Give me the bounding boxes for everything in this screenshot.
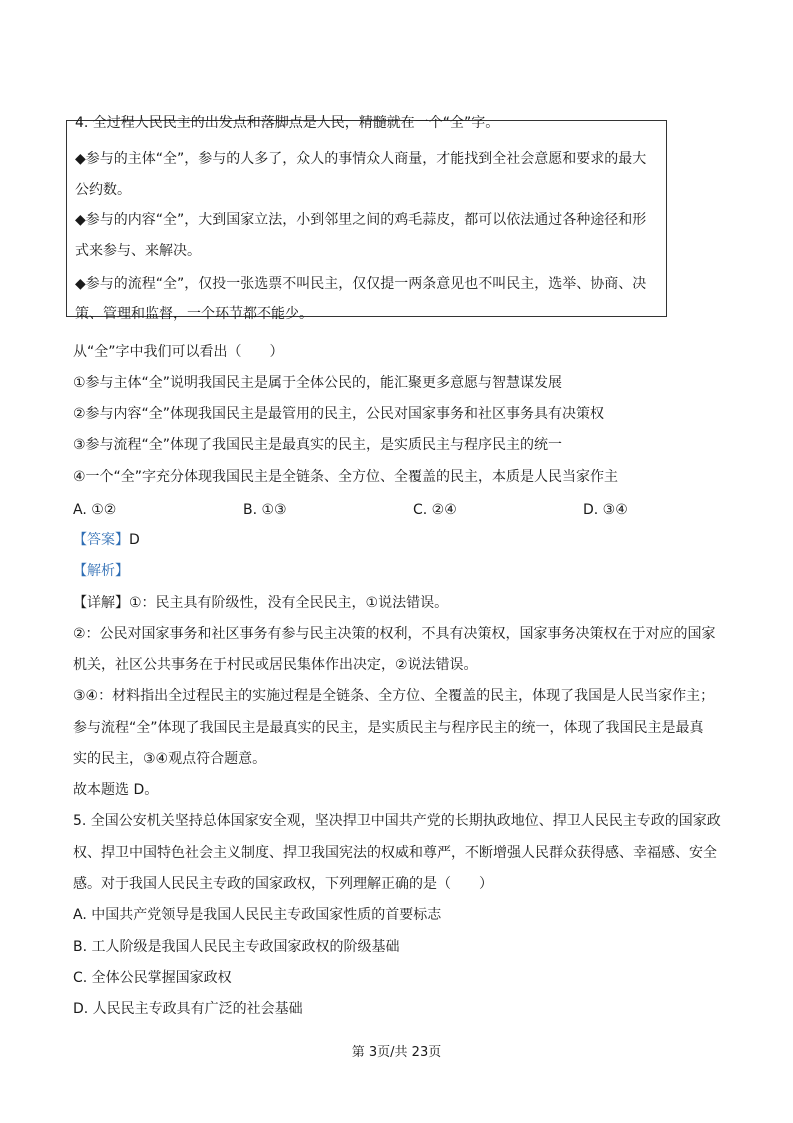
answer-line xyxy=(73,530,140,550)
detail-text: ①：民主具有阶级性，没有全民民主，①说法错误。 xyxy=(129,595,449,611)
analysis-tag: 【解析】 xyxy=(73,563,129,579)
material-line: 式来参与、来解决。 xyxy=(75,243,201,259)
option-d: D. 人民民主专政具有广泛的社会基础 xyxy=(73,1001,303,1017)
material-line: ◆参与的内容“全”，大到国家立法，小到邻里之间的鸡毛蒜皮，都可以依法通过各种途径和形 xyxy=(75,212,647,228)
option-statement: ①参与主体“全”说明我国民主是属于全体公民的，能汇聚更多意愿与智慧谋发展 xyxy=(73,375,563,391)
option-statement: ③参与流程“全”体现了我国民主是最真实的民主，是实质民主与程序民主的统一 xyxy=(73,437,563,453)
material-line: ◆参与的主体“全”，参与的人多了，众人的事情众人商量，才能找到全社会意愿和要求的最大 xyxy=(75,151,647,167)
option-statement: ②参与内容“全”体现我国民主是最管用的民主，公民对国家事务和社区事务具有决策权 xyxy=(73,406,605,422)
option-b: B. 工人阶级是我国人民民主专政国家政权的阶级基础 xyxy=(73,939,400,955)
option-a: A. 中国共产党领导是我国人民民主专政国家性质的首要标志 xyxy=(73,907,442,923)
answer-label: 【答案】 xyxy=(73,532,129,548)
question-stem: 从“全”字中我们可以看出（ ） xyxy=(73,344,284,360)
question-stem: 感。对于我国人民民主专政的国家政权，下列理解正确的是（ ） xyxy=(73,876,493,892)
detail-line: 实的民主，③④观点符合题意。 xyxy=(73,751,267,767)
conclusion-line: 故本题选 D。 xyxy=(73,782,159,798)
material-line: 4. 全过程人民民主的出发点和落脚点是人民，精髓就在一个“全”字。 xyxy=(75,115,500,131)
answer-value: D xyxy=(129,532,140,548)
choice-a: A. ①② xyxy=(73,502,117,518)
analysis-label xyxy=(73,561,129,581)
question-stem: 5. 全国公安机关坚持总体国家安全观，坚决捍卫中国共产党的长期执政地位、捍卫人民民主专政的国家政 xyxy=(73,813,721,829)
material-box xyxy=(66,115,667,322)
choice-d: D. ③④ xyxy=(583,502,628,518)
choice-b: B. ①③ xyxy=(243,502,287,518)
detail-line: ③④：材料指出全过程民主的实施过程是全链条、全方位、全覆盖的民主，体现了我国是人民当家作主； xyxy=(73,688,715,704)
detail-line: 参与流程“全”体现了我国民主是最真实的民主，是实质民主与程序民主的统一，体现了我国民主是最真 xyxy=(73,720,704,736)
detail-line xyxy=(73,593,448,613)
option-c: C. 全体公民掌握国家政权 xyxy=(73,970,232,986)
material-line: ◆参与的流程“全”，仅投一张选票不叫民主，仅仅提一两条意见也不叫民主，选举、协商、决 xyxy=(75,276,647,292)
material-line: 公约数。 xyxy=(75,182,131,198)
material-line: 策、管理和监督，一个环节都不能少。 xyxy=(75,306,313,322)
detail-line: 机关，社区公共事务在于村民或居民集体作出决定，②说法错误。 xyxy=(73,657,478,673)
page-footer: 第 3页/共 23页 xyxy=(351,1045,442,1060)
detail-label: 【详解】 xyxy=(73,595,129,611)
choice-c: C. ②④ xyxy=(413,502,457,518)
option-statement: ④一个“全”字充分体现我国民主是全链条、全方位、全覆盖的民主，本质是人民当家作主 xyxy=(73,469,619,485)
detail-line: ②：公民对国家事务和社区事务有参与民主决策的权利，不具有决策权，国家事务决策权在于对应的国家 xyxy=(73,626,716,642)
question-stem: 权、捍卫中国特色社会主义制度、捍卫我国宪法的权威和尊严，不断增强人民群众获得感、幸福感、安全 xyxy=(73,845,717,861)
